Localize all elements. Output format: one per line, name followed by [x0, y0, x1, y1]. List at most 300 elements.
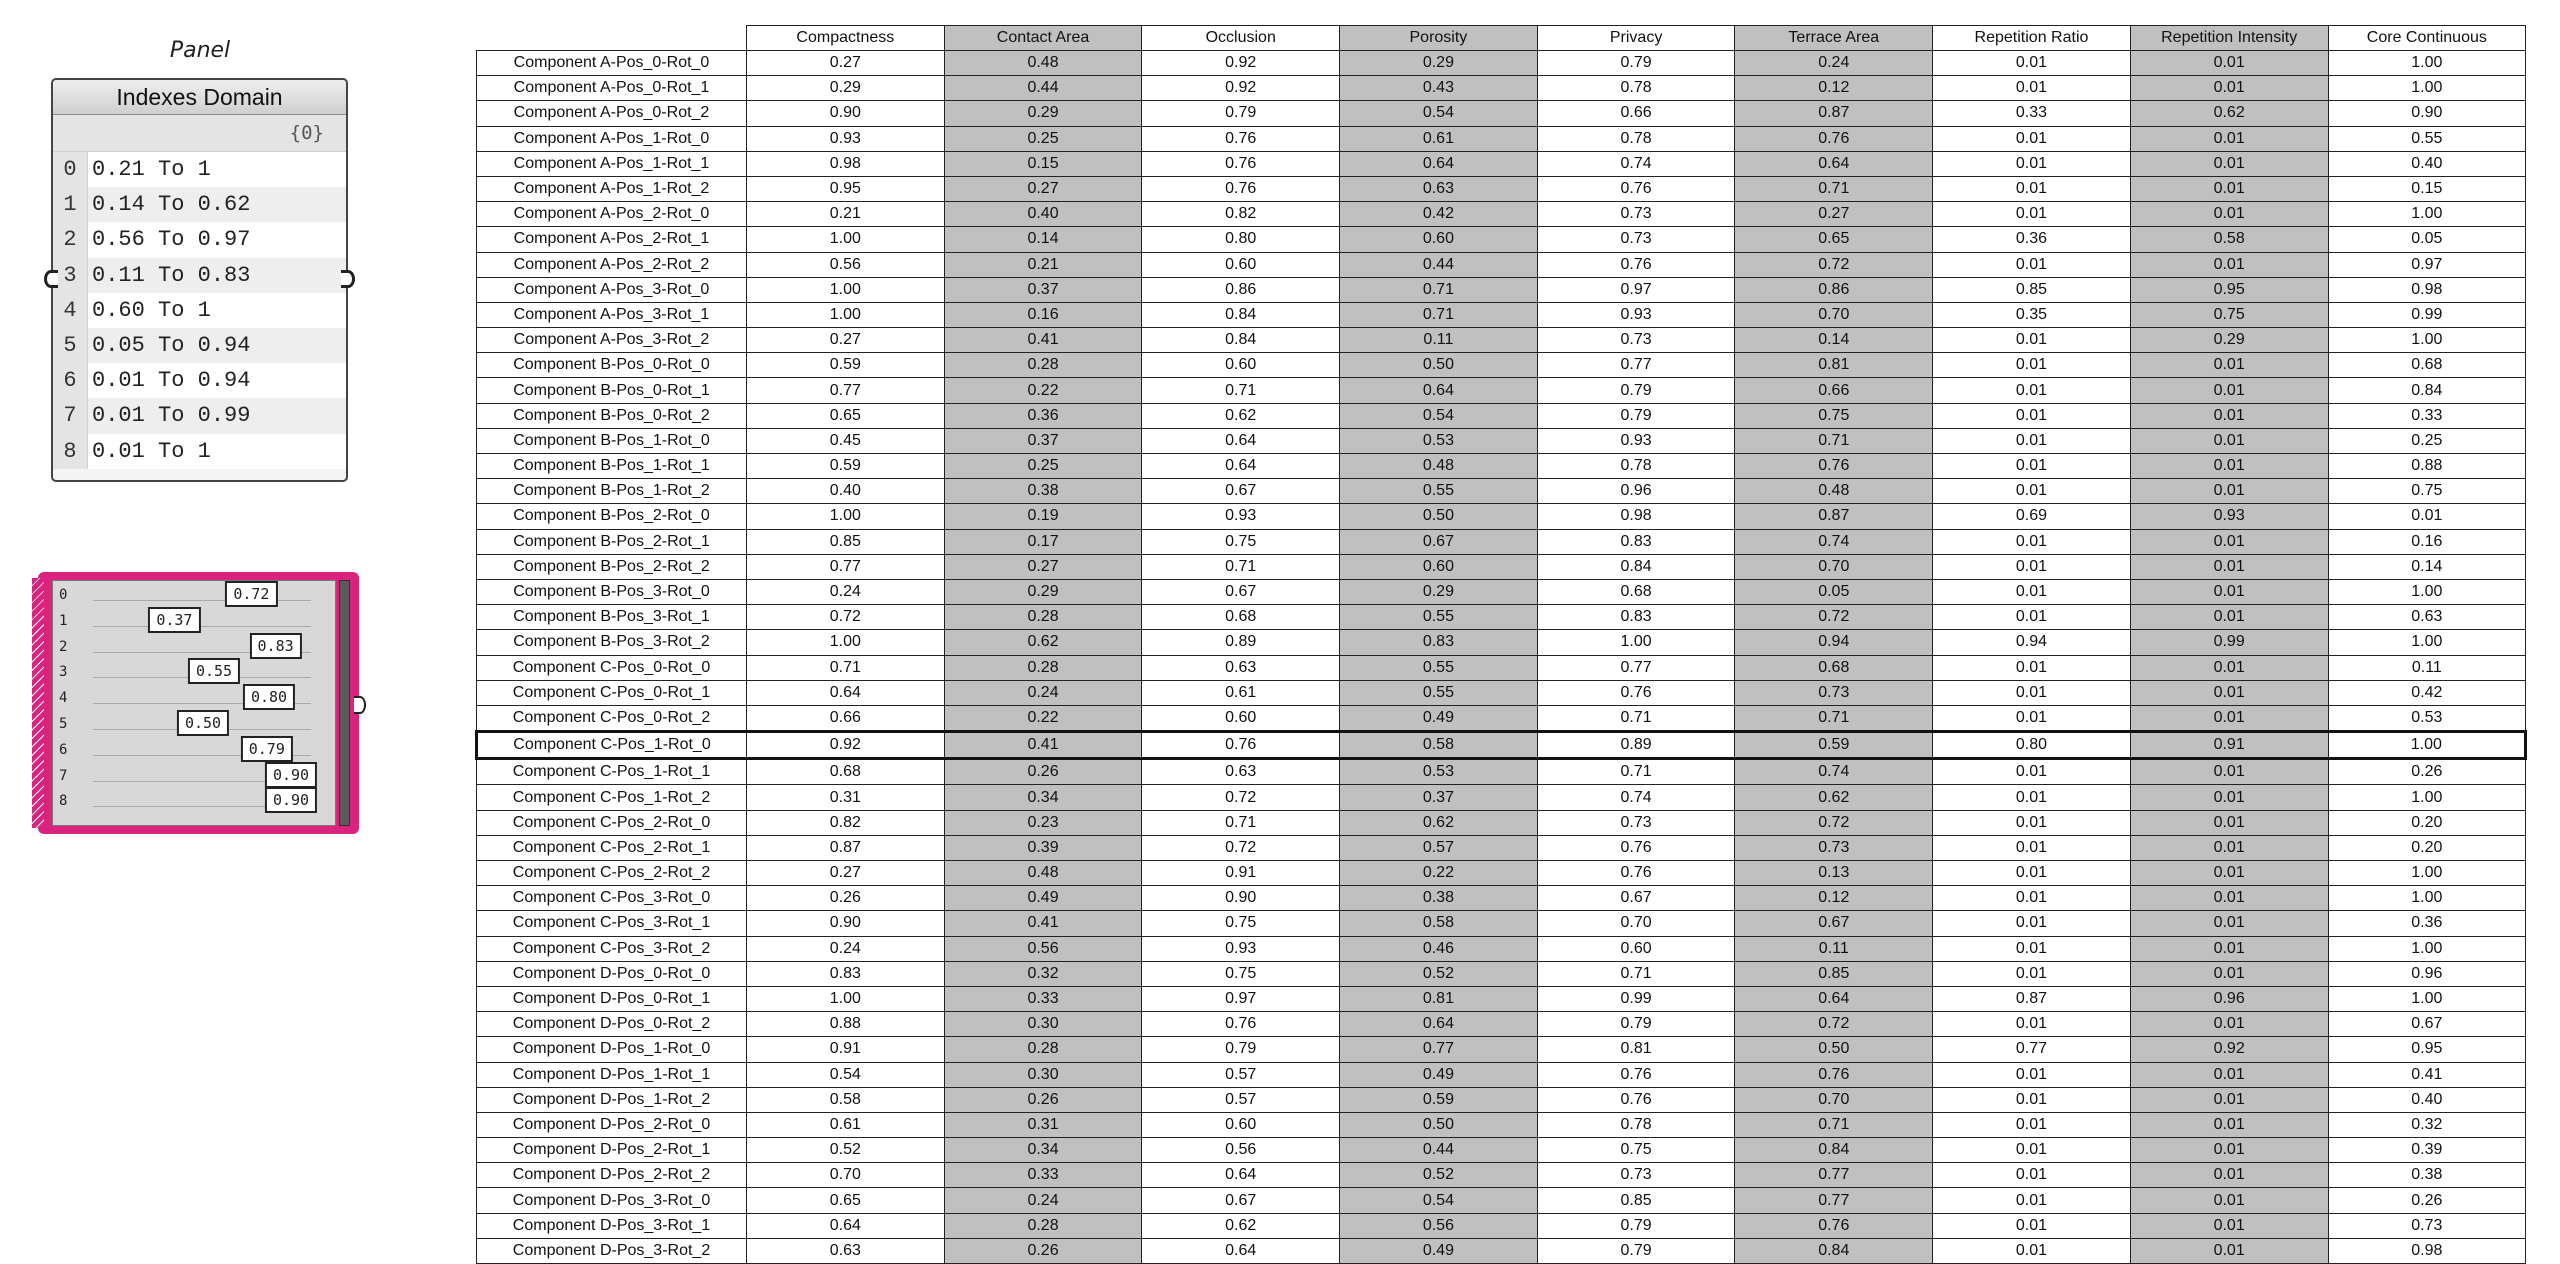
value-cell: 0.91	[747, 1037, 945, 1062]
value-cell: 0.89	[1142, 630, 1340, 655]
value-cell: 0.26	[2328, 1188, 2526, 1213]
value-cell: 0.68	[1735, 655, 1933, 680]
slider-index: 0	[59, 587, 68, 603]
column-header: Repetition Intensity	[2130, 26, 2328, 51]
value-cell: 0.72	[1735, 1012, 1933, 1037]
column-header: Terrace Area	[1735, 26, 1933, 51]
value-cell: 0.41	[2328, 1062, 2526, 1087]
slider-index: 5	[59, 716, 68, 732]
column-header: Porosity	[1340, 26, 1538, 51]
value-cell: 0.12	[1735, 886, 1933, 911]
value-cell: 0.71	[1340, 302, 1538, 327]
value-cell: 0.01	[2328, 504, 2526, 529]
value-cell: 0.01	[2130, 680, 2328, 705]
value-cell: 0.01	[1933, 886, 2131, 911]
value-cell: 0.01	[1933, 151, 2131, 176]
value-cell: 0.01	[1933, 1213, 2131, 1238]
value-cell: 0.84	[1735, 1138, 1933, 1163]
panel-row	[53, 222, 346, 257]
value-cell: 0.01	[1933, 1163, 2131, 1188]
value-cell: 0.94	[1735, 630, 1933, 655]
value-cell: 0.01	[2130, 579, 2328, 604]
value-cell: 0.62	[1142, 1213, 1340, 1238]
value-cell: 0.94	[1933, 630, 2131, 655]
value-cell: 0.01	[2130, 911, 2328, 936]
value-cell: 0.72	[747, 605, 945, 630]
value-cell: 0.28	[944, 605, 1142, 630]
value-cell: 0.36	[944, 403, 1142, 428]
value-cell: 0.63	[1142, 759, 1340, 785]
value-cell: 0.44	[1340, 252, 1538, 277]
value-cell: 0.01	[1933, 252, 2131, 277]
value-cell: 0.42	[1340, 202, 1538, 227]
value-cell: 0.27	[747, 328, 945, 353]
value-cell: 0.26	[944, 1087, 1142, 1112]
value-cell: 0.05	[2328, 227, 2526, 252]
value-cell: 0.55	[2328, 126, 2526, 151]
value-cell: 0.01	[1933, 785, 2131, 810]
slider-knob[interactable]: 0.80	[243, 684, 295, 710]
value-cell: 0.79	[1537, 378, 1735, 403]
row-name-cell: Component B-Pos_0-Rot_0	[477, 353, 747, 378]
value-cell: 0.87	[1735, 504, 1933, 529]
value-cell: 0.14	[2328, 554, 2526, 579]
value-cell: 0.75	[2328, 479, 2526, 504]
row-name-cell: Component D-Pos_3-Rot_1	[477, 1213, 747, 1238]
value-cell: 0.76	[1142, 126, 1340, 151]
value-cell: 0.01	[1933, 861, 2131, 886]
row-name-cell: Component C-Pos_3-Rot_2	[477, 936, 747, 961]
value-cell: 0.63	[1340, 176, 1538, 201]
value-cell: 0.01	[1933, 961, 2131, 986]
value-cell: 0.01	[2130, 810, 2328, 835]
panel-title: Indexes Domain	[53, 80, 346, 115]
value-cell: 0.46	[1340, 936, 1538, 961]
value-cell: 0.85	[1537, 1188, 1735, 1213]
value-cell: 0.64	[1340, 378, 1538, 403]
panel-output-grip[interactable]	[341, 270, 355, 288]
table-row	[477, 1188, 2526, 1213]
value-cell: 0.76	[1537, 176, 1735, 201]
value-cell: 0.22	[944, 705, 1142, 731]
value-cell: 0.50	[1340, 353, 1538, 378]
value-cell: 0.54	[1340, 1188, 1538, 1213]
value-cell: 0.01	[1933, 936, 2131, 961]
slider-knob[interactable]: 0.50	[177, 710, 229, 736]
value-cell: 0.59	[1340, 1087, 1538, 1112]
value-cell: 0.72	[1735, 605, 1933, 630]
value-cell: 0.77	[1340, 1037, 1538, 1062]
value-cell: 0.57	[1340, 835, 1538, 860]
table-row	[477, 51, 2526, 76]
value-cell: 0.62	[944, 630, 1142, 655]
value-cell: 1.00	[747, 302, 945, 327]
value-cell: 0.60	[1340, 227, 1538, 252]
table-row	[477, 655, 2526, 680]
value-cell: 0.01	[2130, 759, 2328, 785]
value-cell: 0.40	[2328, 1087, 2526, 1112]
value-cell: 0.01	[2130, 1238, 2328, 1263]
value-cell: 0.61	[1340, 126, 1538, 151]
value-cell: 0.52	[1340, 1163, 1538, 1188]
value-cell: 0.71	[1735, 428, 1933, 453]
value-cell: 1.00	[747, 277, 945, 302]
value-cell: 0.79	[1537, 1213, 1735, 1238]
row-name-cell: Component D-Pos_0-Rot_2	[477, 1012, 747, 1037]
value-cell: 0.68	[747, 759, 945, 785]
value-cell: 0.59	[747, 454, 945, 479]
panel-row-index: 8	[53, 434, 88, 469]
slider-knob[interactable]: 0.55	[188, 658, 240, 684]
value-cell: 0.71	[1142, 554, 1340, 579]
value-cell: 0.36	[2328, 911, 2526, 936]
value-cell: 0.72	[1142, 785, 1340, 810]
value-cell: 0.28	[944, 1037, 1142, 1062]
slider-knob[interactable]: 0.83	[250, 633, 302, 659]
value-cell: 0.01	[2130, 353, 2328, 378]
slider-index: 1	[59, 612, 68, 629]
value-cell: 1.00	[2328, 732, 2526, 759]
value-cell: 0.96	[2328, 961, 2526, 986]
panel-row-value: 0.14 To 0.62	[92, 192, 251, 218]
value-cell: 0.90	[1142, 886, 1340, 911]
value-cell: 0.56	[747, 252, 945, 277]
value-cell: 0.38	[944, 479, 1142, 504]
value-cell: 0.52	[1340, 961, 1538, 986]
table-row	[477, 504, 2526, 529]
value-cell: 1.00	[1537, 630, 1735, 655]
value-cell: 0.44	[1340, 1138, 1538, 1163]
slider-knob[interactable]: 0.90	[265, 787, 317, 813]
table-header-row	[477, 26, 2526, 51]
value-cell: 0.01	[1933, 328, 2131, 353]
value-cell: 0.99	[2130, 630, 2328, 655]
row-name-cell: Component B-Pos_2-Rot_2	[477, 554, 747, 579]
value-cell: 0.73	[1537, 1163, 1735, 1188]
value-cell: 0.01	[1933, 1238, 2131, 1263]
value-cell: 0.67	[1142, 479, 1340, 504]
value-cell: 0.34	[944, 1138, 1142, 1163]
row-name-cell: Component D-Pos_2-Rot_1	[477, 1138, 747, 1163]
row-name-cell: Component A-Pos_0-Rot_2	[477, 101, 747, 126]
value-cell: 0.93	[2130, 504, 2328, 529]
slider-knob[interactable]: 0.72	[225, 581, 277, 607]
value-cell: 0.01	[2130, 1163, 2328, 1188]
value-cell: 0.65	[1735, 227, 1933, 252]
value-cell: 0.01	[2130, 1062, 2328, 1087]
value-cell: 0.63	[1142, 655, 1340, 680]
value-cell: 0.60	[1142, 1112, 1340, 1137]
value-cell: 0.16	[944, 302, 1142, 327]
value-cell: 0.85	[747, 529, 945, 554]
value-cell: 0.67	[1735, 911, 1933, 936]
table-row	[477, 101, 2526, 126]
value-cell: 0.01	[1933, 51, 2131, 76]
value-cell: 0.11	[2328, 655, 2526, 680]
value-cell: 0.73	[1735, 835, 1933, 860]
value-cell: 0.60	[1537, 936, 1735, 961]
value-cell: 0.79	[1537, 51, 1735, 76]
value-cell: 0.93	[1142, 504, 1340, 529]
row-name-cell: Component C-Pos_1-Rot_1	[477, 759, 747, 785]
value-cell: 1.00	[2328, 202, 2526, 227]
value-cell: 0.39	[2328, 1138, 2526, 1163]
value-cell: 0.56	[1142, 1138, 1340, 1163]
value-cell: 0.01	[2130, 655, 2328, 680]
table-row	[477, 1087, 2526, 1112]
value-cell: 0.27	[1735, 202, 1933, 227]
value-cell: 0.01	[1933, 126, 2131, 151]
value-cell: 0.58	[1340, 732, 1538, 759]
row-name-cell: Component C-Pos_0-Rot_0	[477, 655, 747, 680]
value-cell: 0.74	[1537, 151, 1735, 176]
table-row	[477, 227, 2526, 252]
value-cell: 0.71	[1537, 961, 1735, 986]
value-cell: 0.56	[1340, 1213, 1538, 1238]
value-cell: 0.66	[747, 705, 945, 731]
table-row	[477, 428, 2526, 453]
value-cell: 0.73	[1537, 810, 1735, 835]
panel-row	[53, 152, 346, 187]
value-cell: 0.76	[1537, 835, 1735, 860]
value-cell: 0.77	[1537, 353, 1735, 378]
value-cell: 0.49	[1340, 705, 1538, 731]
value-cell: 0.70	[1735, 554, 1933, 579]
value-cell: 0.91	[1142, 861, 1340, 886]
slider-index: 6	[59, 741, 68, 758]
value-cell: 0.01	[2130, 176, 2328, 201]
value-cell: 0.76	[1735, 454, 1933, 479]
panel-row-value: 0.01 To 1	[92, 438, 211, 464]
value-cell: 0.97	[1537, 277, 1735, 302]
value-cell: 0.97	[1142, 986, 1340, 1011]
value-cell: 0.78	[1537, 454, 1735, 479]
value-cell: 0.64	[1340, 1012, 1538, 1037]
value-cell: 0.83	[1537, 605, 1735, 630]
value-cell: 0.26	[2328, 759, 2526, 785]
panel-input-grip[interactable]	[44, 270, 58, 288]
table-row	[477, 835, 2526, 860]
value-cell: 0.01	[1933, 202, 2131, 227]
value-cell: 0.01	[2130, 126, 2328, 151]
value-cell: 0.78	[1537, 76, 1735, 101]
value-cell: 0.32	[944, 961, 1142, 986]
value-cell: 0.29	[944, 579, 1142, 604]
value-cell: 0.78	[1537, 126, 1735, 151]
slider-knob[interactable]: 0.37	[148, 607, 200, 633]
value-cell: 0.71	[1735, 176, 1933, 201]
value-cell: 0.40	[2328, 151, 2526, 176]
row-name-cell: Component D-Pos_2-Rot_2	[477, 1163, 747, 1188]
value-cell: 0.60	[1142, 705, 1340, 731]
indexes-domain-panel[interactable]	[51, 78, 348, 482]
value-cell: 0.01	[2130, 1138, 2328, 1163]
row-name-cell: Component A-Pos_3-Rot_1	[477, 302, 747, 327]
value-cell: 0.01	[2130, 454, 2328, 479]
slider-knob[interactable]: 0.90	[265, 762, 317, 788]
value-cell: 0.38	[2328, 1163, 2526, 1188]
table-row	[477, 328, 2526, 353]
value-cell: 0.92	[1142, 51, 1340, 76]
value-cell: 0.99	[1537, 986, 1735, 1011]
value-cell: 0.49	[1340, 1062, 1538, 1087]
panel-row-value: 0.60 To 1	[92, 297, 211, 323]
value-cell: 0.05	[1735, 579, 1933, 604]
value-cell: 0.01	[1933, 680, 2131, 705]
value-cell: 0.27	[747, 51, 945, 76]
value-cell: 0.66	[1735, 378, 1933, 403]
value-cell: 0.67	[1537, 886, 1735, 911]
value-cell: 0.35	[1933, 302, 2131, 327]
value-cell: 0.01	[2130, 785, 2328, 810]
value-cell: 0.29	[747, 76, 945, 101]
value-cell: 0.01	[1933, 1188, 2131, 1213]
multi-slider-component[interactable]	[38, 572, 359, 834]
value-cell: 0.56	[944, 936, 1142, 961]
value-cell: 0.64	[1142, 428, 1340, 453]
value-cell: 0.92	[747, 732, 945, 759]
value-cell: 0.90	[747, 101, 945, 126]
value-cell: 0.60	[1142, 252, 1340, 277]
table-row	[477, 705, 2526, 731]
row-name-cell: Component C-Pos_3-Rot_1	[477, 911, 747, 936]
value-cell: 0.21	[747, 202, 945, 227]
value-cell: 0.01	[1933, 529, 2131, 554]
value-cell: 0.01	[1933, 911, 2131, 936]
table-row	[477, 378, 2526, 403]
value-cell: 0.98	[2328, 1238, 2526, 1263]
value-cell: 0.95	[747, 176, 945, 201]
value-cell: 0.83	[1340, 630, 1538, 655]
slider-output-grip[interactable]	[354, 696, 366, 714]
value-cell: 0.37	[944, 428, 1142, 453]
value-cell: 0.65	[747, 1188, 945, 1213]
value-cell: 0.42	[2328, 680, 2526, 705]
table-row	[477, 1062, 2526, 1087]
value-cell: 0.01	[1933, 1012, 2131, 1037]
row-name-cell: Component D-Pos_1-Rot_1	[477, 1062, 747, 1087]
value-cell: 0.72	[1735, 252, 1933, 277]
value-cell: 0.92	[1142, 76, 1340, 101]
value-cell: 0.14	[1735, 328, 1933, 353]
value-cell: 0.33	[1933, 101, 2131, 126]
value-cell: 0.28	[944, 655, 1142, 680]
table-row	[477, 1012, 2526, 1037]
table-row	[477, 579, 2526, 604]
value-cell: 1.00	[747, 227, 945, 252]
value-cell: 0.81	[1735, 353, 1933, 378]
value-cell: 0.01	[2130, 51, 2328, 76]
value-cell: 0.79	[1142, 1037, 1340, 1062]
value-cell: 0.01	[2130, 252, 2328, 277]
slider-scrollbar[interactable]	[339, 580, 350, 826]
value-cell: 0.01	[2130, 428, 2328, 453]
value-cell: 0.24	[747, 579, 945, 604]
table-row	[477, 353, 2526, 378]
value-cell: 0.75	[1537, 1138, 1735, 1163]
value-cell: 0.98	[747, 151, 945, 176]
value-cell: 0.11	[1735, 936, 1933, 961]
value-cell: 0.73	[1735, 680, 1933, 705]
row-name-cell: Component D-Pos_1-Rot_2	[477, 1087, 747, 1112]
value-cell: 0.01	[2130, 886, 2328, 911]
value-cell: 0.71	[1735, 705, 1933, 731]
value-cell: 0.92	[2130, 1037, 2328, 1062]
row-name-cell: Component A-Pos_0-Rot_0	[477, 51, 747, 76]
value-cell: 0.64	[747, 1213, 945, 1238]
value-cell: 0.64	[1142, 1163, 1340, 1188]
value-cell: 0.80	[1933, 732, 2131, 759]
value-cell: 0.01	[1933, 605, 2131, 630]
value-cell: 0.93	[747, 126, 945, 151]
value-cell: 0.79	[1537, 1012, 1735, 1037]
value-cell: 0.31	[944, 1112, 1142, 1137]
value-cell: 0.68	[2328, 353, 2526, 378]
value-cell: 0.24	[944, 680, 1142, 705]
row-name-cell: Component D-Pos_3-Rot_2	[477, 1238, 747, 1263]
slider-track[interactable]	[93, 626, 311, 627]
row-name-cell: Component C-Pos_2-Rot_0	[477, 810, 747, 835]
panel-data-path: {0}	[53, 115, 346, 152]
value-cell: 0.76	[1537, 1062, 1735, 1087]
value-cell: 0.77	[1735, 1188, 1933, 1213]
value-cell: 0.76	[1735, 1213, 1933, 1238]
row-name-cell: Component A-Pos_1-Rot_1	[477, 151, 747, 176]
value-cell: 0.31	[747, 785, 945, 810]
value-cell: 0.69	[1933, 504, 2131, 529]
value-cell: 0.01	[1933, 759, 2131, 785]
value-cell: 0.76	[1537, 1087, 1735, 1112]
row-name-cell: Component C-Pos_0-Rot_2	[477, 705, 747, 731]
row-name-cell: Component B-Pos_3-Rot_2	[477, 630, 747, 655]
table-row	[477, 403, 2526, 428]
value-cell: 0.16	[2328, 529, 2526, 554]
value-cell: 0.99	[2328, 302, 2526, 327]
table-row	[477, 277, 2526, 302]
value-cell: 0.48	[1340, 454, 1538, 479]
value-cell: 0.62	[2130, 101, 2328, 126]
value-cell: 0.74	[1735, 759, 1933, 785]
value-cell: 0.30	[944, 1012, 1142, 1037]
row-name-cell: Component A-Pos_2-Rot_1	[477, 227, 747, 252]
value-cell: 0.49	[1340, 1238, 1538, 1263]
column-header: Contact Area	[944, 26, 1142, 51]
table-row	[477, 680, 2526, 705]
value-cell: 0.84	[1735, 1238, 1933, 1263]
value-cell: 0.71	[1537, 705, 1735, 731]
row-name-cell: Component B-Pos_0-Rot_2	[477, 403, 747, 428]
value-cell: 0.62	[1142, 403, 1340, 428]
value-cell: 0.60	[1142, 353, 1340, 378]
slider-list	[52, 580, 336, 826]
value-cell: 0.11	[1340, 328, 1538, 353]
slider-knob[interactable]: 0.79	[241, 736, 293, 762]
value-cell: 0.01	[2130, 76, 2328, 101]
value-cell: 0.01	[2130, 705, 2328, 731]
value-cell: 0.57	[1142, 1087, 1340, 1112]
value-cell: 0.76	[1142, 1012, 1340, 1037]
value-cell: 0.50	[1340, 504, 1538, 529]
table-row	[477, 961, 2526, 986]
value-cell: 0.53	[1340, 428, 1538, 453]
table-row	[477, 785, 2526, 810]
value-cell: 0.76	[1537, 861, 1735, 886]
slider-track[interactable]	[93, 600, 311, 601]
value-cell: 0.80	[1142, 227, 1340, 252]
column-header: Privacy	[1537, 26, 1735, 51]
column-header: Repetition Ratio	[1933, 26, 2131, 51]
table-row	[477, 554, 2526, 579]
